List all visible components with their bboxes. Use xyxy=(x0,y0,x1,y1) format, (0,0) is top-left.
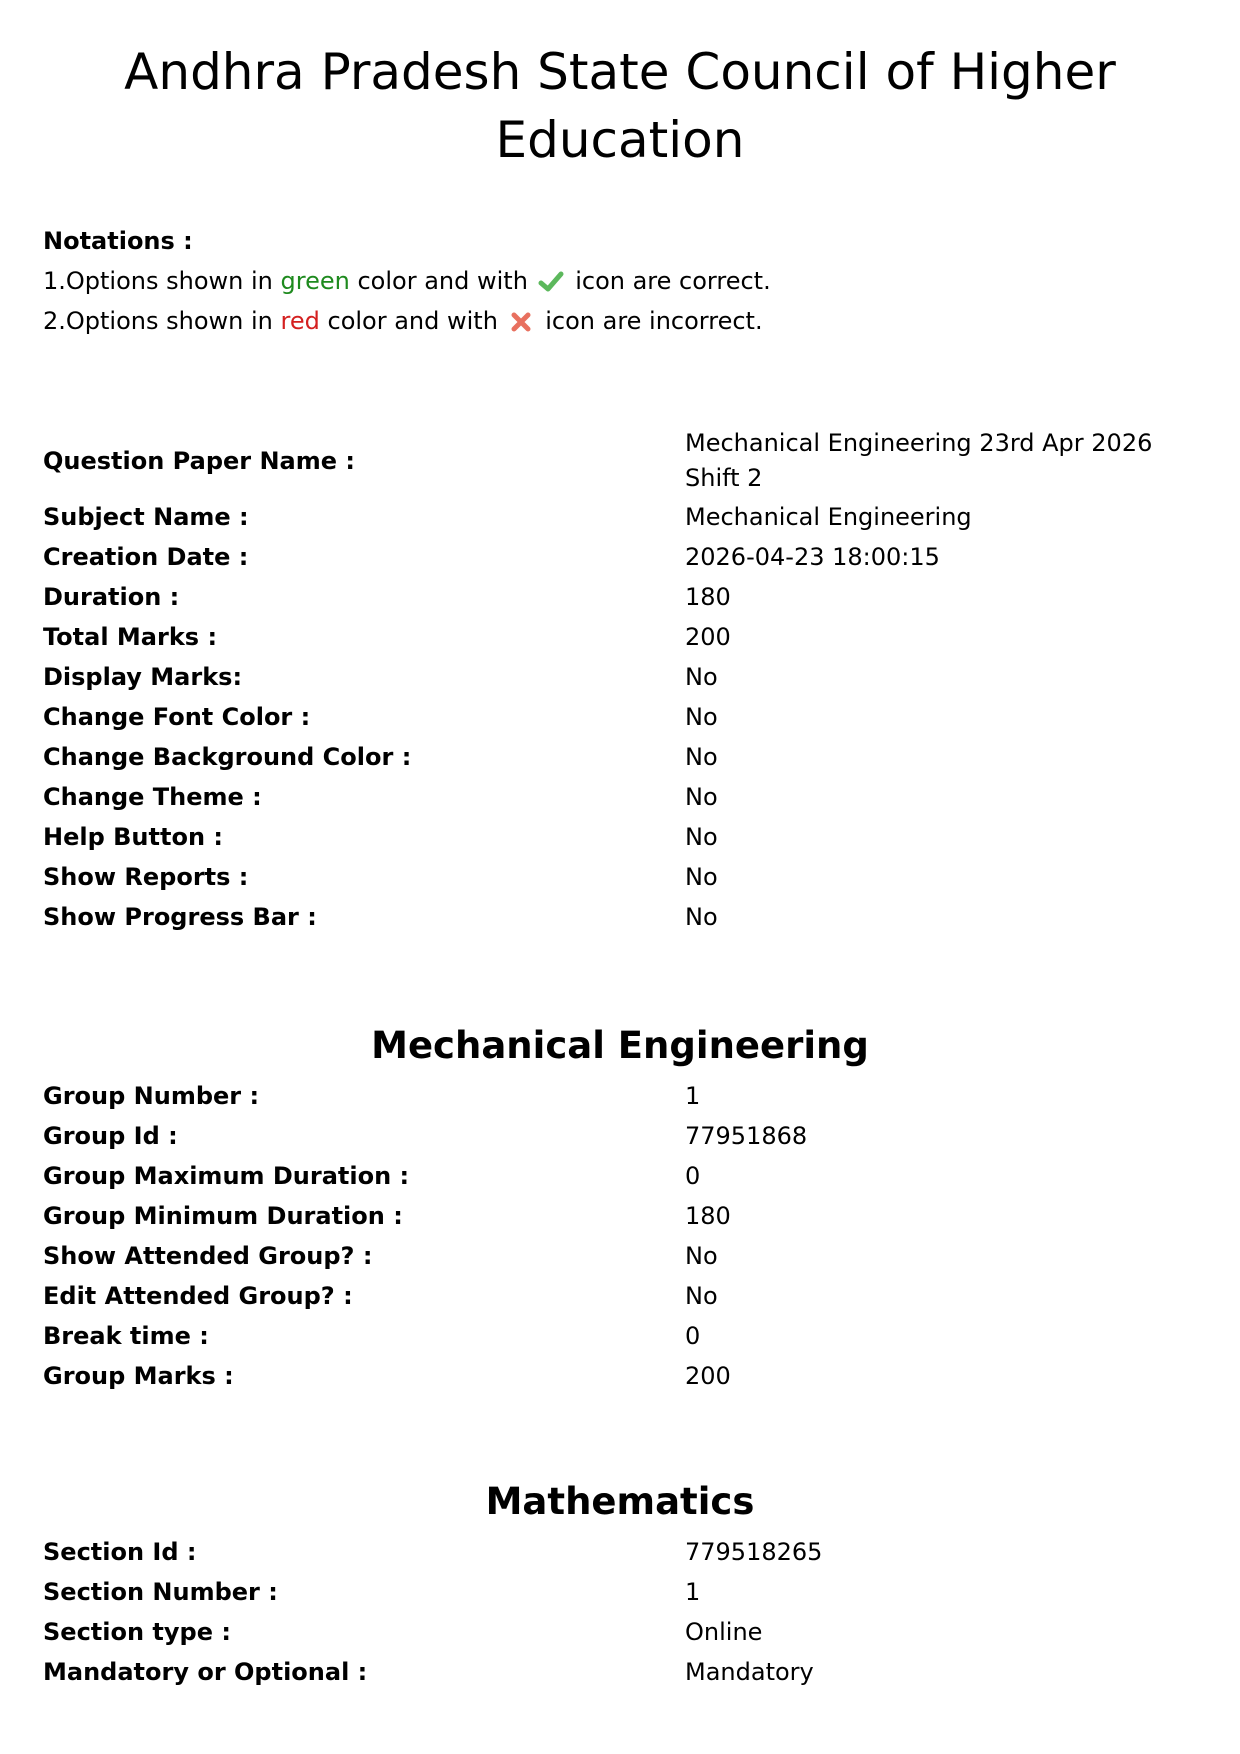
group-info-table xyxy=(43,1076,1203,1396)
row-label: Break time : xyxy=(43,1322,209,1350)
row-label: Help Button : xyxy=(43,823,223,851)
row-label: Change Background Color : xyxy=(43,743,412,771)
row-value: No xyxy=(685,822,718,851)
row-value: No xyxy=(685,1281,718,1310)
row-label: Show Attended Group? : xyxy=(43,1242,373,1270)
table-row xyxy=(43,657,1203,697)
row-value: No xyxy=(685,662,718,691)
table-row xyxy=(43,1356,1203,1396)
paper-info-table xyxy=(43,425,1203,937)
row-value: 779518265 xyxy=(685,1537,823,1566)
notation-correct-prefix: 1.Options shown in xyxy=(43,267,273,295)
row-value: 200 xyxy=(685,1361,731,1390)
table-row xyxy=(43,777,1203,817)
notation-incorrect-middle: color and with xyxy=(327,307,498,335)
row-value: No xyxy=(685,902,718,931)
row-label: Creation Date : xyxy=(43,543,249,571)
notation-correct-suffix: icon are correct. xyxy=(575,267,771,295)
row-value: 0 xyxy=(685,1161,701,1190)
table-row xyxy=(43,1156,1203,1196)
row-value: Online xyxy=(685,1617,763,1646)
table-row xyxy=(43,425,1203,497)
row-label: Edit Attended Group? : xyxy=(43,1282,353,1310)
table-row xyxy=(43,1652,1203,1692)
row-label: Section Number : xyxy=(43,1578,278,1606)
page-title: Andhra Pradesh State Council of Higher Education xyxy=(124,43,1116,169)
notation-red-word: red xyxy=(280,307,320,335)
row-label: Group Maximum Duration : xyxy=(43,1162,410,1190)
table-row xyxy=(43,1612,1203,1652)
row-label: Section Id : xyxy=(43,1538,197,1566)
table-row xyxy=(43,697,1203,737)
row-value: Mechanical Engineering 23rd Apr 2026 Shift 2 xyxy=(685,429,1153,492)
section-heading: Mathematics xyxy=(485,1480,755,1523)
row-value: No xyxy=(685,862,718,891)
cross-icon xyxy=(508,309,534,335)
notations-block xyxy=(43,221,1043,341)
row-value: 180 xyxy=(685,1201,731,1230)
row-value: Mechanical Engineering xyxy=(685,502,972,531)
table-row xyxy=(43,1532,1203,1572)
notations-heading: Notations : xyxy=(43,227,193,255)
row-value: 180 xyxy=(685,582,731,611)
row-value: 2026-04-23 18:00:15 xyxy=(685,542,940,571)
row-value: No xyxy=(685,1241,718,1270)
row-label: Group Minimum Duration : xyxy=(43,1202,403,1230)
table-row xyxy=(43,617,1203,657)
row-label: Change Font Color : xyxy=(43,703,311,731)
row-value: 77951868 xyxy=(685,1121,808,1150)
row-value: 200 xyxy=(685,622,731,651)
group-heading: Mechanical Engineering xyxy=(371,1024,869,1067)
table-row xyxy=(43,1116,1203,1156)
table-row xyxy=(43,1316,1203,1356)
row-label: Group Number : xyxy=(43,1082,260,1110)
row-label: Subject Name : xyxy=(43,503,249,531)
table-row xyxy=(43,1196,1203,1236)
notation-correct-middle: color and with xyxy=(357,267,528,295)
notation-incorrect-suffix: icon are incorrect. xyxy=(545,307,763,335)
row-value: No xyxy=(685,782,718,811)
table-row xyxy=(43,1276,1203,1316)
check-icon xyxy=(538,269,564,295)
row-value: No xyxy=(685,702,718,731)
row-value: No xyxy=(685,742,718,771)
row-value: 0 xyxy=(685,1321,701,1350)
table-row xyxy=(43,817,1203,857)
table-row xyxy=(43,897,1203,937)
row-value: 1 xyxy=(685,1081,701,1110)
row-label: Group Id : xyxy=(43,1122,178,1150)
notation-incorrect-prefix: 2.Options shown in xyxy=(43,307,273,335)
row-value: Mandatory xyxy=(685,1657,814,1686)
row-label: Show Progress Bar : xyxy=(43,903,317,931)
row-label: Mandatory or Optional : xyxy=(43,1658,368,1686)
row-label: Change Theme : xyxy=(43,783,262,811)
table-row xyxy=(43,1236,1203,1276)
notation-line-correct xyxy=(43,261,1043,301)
table-row xyxy=(43,1076,1203,1116)
notation-green-word: green xyxy=(280,267,350,295)
row-label: Question Paper Name : xyxy=(43,447,355,475)
row-label: Section type : xyxy=(43,1618,231,1646)
table-row xyxy=(43,857,1203,897)
section-info-table xyxy=(43,1532,1203,1692)
row-label: Total Marks : xyxy=(43,623,218,651)
table-row xyxy=(43,577,1203,617)
table-row xyxy=(43,1572,1203,1612)
table-row xyxy=(43,537,1203,577)
row-value: 1 xyxy=(685,1577,701,1606)
row-label: Duration : xyxy=(43,583,180,611)
row-label: Group Marks : xyxy=(43,1362,234,1390)
table-row xyxy=(43,737,1203,777)
row-label: Display Marks: xyxy=(43,663,243,691)
table-row xyxy=(43,497,1203,537)
notation-line-incorrect xyxy=(43,301,1043,341)
row-label: Show Reports : xyxy=(43,863,249,891)
